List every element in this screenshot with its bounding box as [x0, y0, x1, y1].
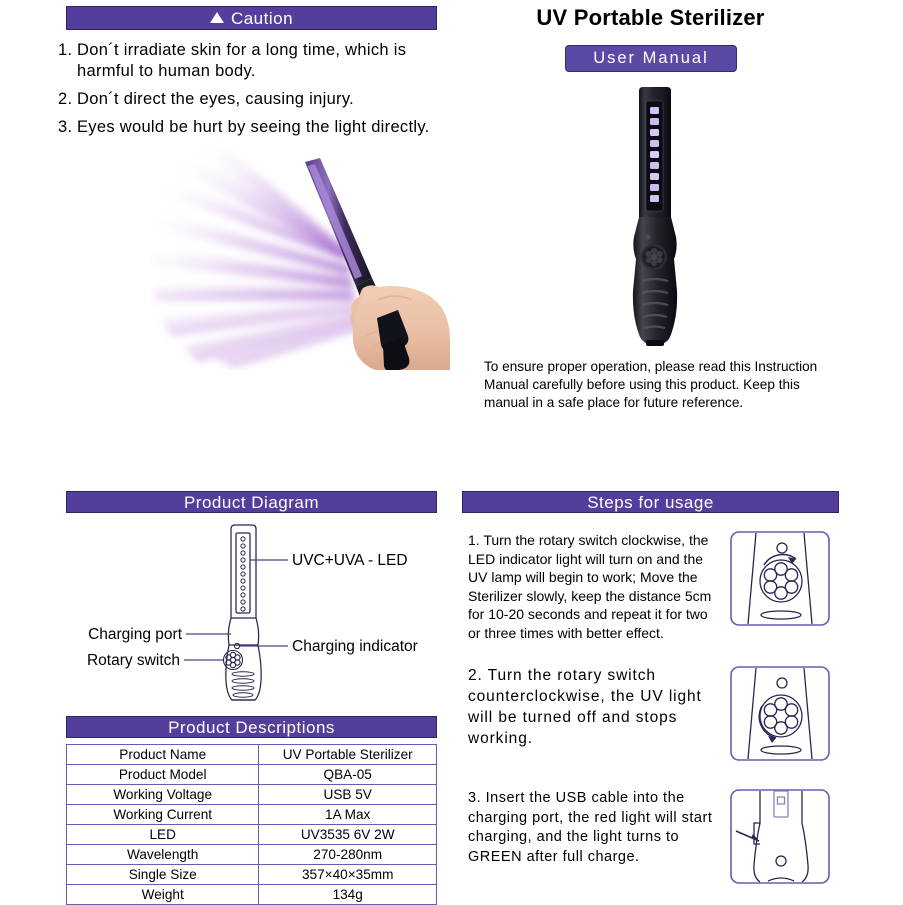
- led-dots: [241, 537, 245, 611]
- caution-list: [58, 40, 450, 145]
- triangle-warning-icon: [210, 12, 224, 23]
- product-descriptions-table: [66, 744, 437, 905]
- spec-key: Weight: [67, 885, 259, 905]
- spec-key: Working Voltage: [67, 785, 259, 805]
- spec-value: 1A Max: [259, 805, 437, 825]
- step-1-text: 1. Turn the rotary switch clockwise, the LED indicator light will turn on and the UV lamp will begin to work; Move the Sterilizer slowly, keep the distance 5cm for 10-20 seconds and repeat it for two or three times with better effect.: [468, 532, 712, 642]
- caution-section-header: [66, 6, 437, 30]
- user-manual-badge: User Manual: [565, 45, 737, 72]
- caution-item-number: 1.: [58, 41, 73, 59]
- table-row: [67, 885, 437, 905]
- list-item: [58, 89, 450, 110]
- caution-item-text: Eyes would be hurt by seeing the light directly.: [77, 118, 430, 137]
- steps-for-usage-label: Steps for usage: [587, 492, 714, 512]
- spec-key: Wavelength: [67, 845, 259, 865]
- usb-charging-illustration: [730, 789, 830, 884]
- caution-header-label: Caution: [230, 8, 294, 28]
- spec-key: LED: [67, 825, 259, 845]
- product-diagram-label: Product Diagram: [183, 492, 320, 512]
- spec-value: 270-280nm: [259, 845, 437, 865]
- spec-key: Product Name: [67, 745, 259, 765]
- table-row: [67, 785, 437, 805]
- uv-wand-in-hand-photo: [150, 140, 450, 370]
- steps-for-usage-header: [462, 491, 839, 513]
- spec-value: QBA-05: [259, 765, 437, 785]
- rotary-switch: [641, 244, 667, 270]
- spec-value: UV3535 6V 2W: [259, 825, 437, 845]
- caution-item-number: 2.: [58, 90, 73, 109]
- rotary-switch-clockwise-illustration: [730, 531, 830, 626]
- intro-note: To ensure proper operation, please read this Instruction Manual carefully before using this product. Keep this manual in a safe place for future reference.: [484, 359, 818, 410]
- spec-value: 134g: [259, 885, 437, 905]
- page-title: UV Portable Sterilizer: [536, 5, 765, 30]
- caution-item-number: 3.: [58, 118, 73, 137]
- step-3-text: 3. Insert the USB cable into the charging port, the red light will start charging, and the light turns to GREEN after full charge.: [468, 790, 713, 865]
- label-charging-indicator: Charging indicator: [292, 638, 418, 655]
- spec-key: Working Current: [67, 805, 259, 825]
- product-diagram-illustration: [66, 515, 438, 707]
- label-led: UVC+UVA - LED: [292, 552, 408, 569]
- product-diagram-header: [66, 491, 437, 513]
- step-2-text: 2. Turn the rotary switch counterclockwise, the UV light will be turned off and stops working.: [468, 667, 702, 747]
- led-strip: [650, 107, 659, 202]
- product-descriptions-header: [66, 716, 437, 738]
- grip-ribs-graphic: [232, 672, 254, 697]
- table-row: [67, 745, 437, 765]
- label-rotary-switch: Rotary switch: [86, 652, 180, 669]
- spec-key: Single Size: [67, 865, 259, 885]
- uv-light-rays: [150, 142, 362, 368]
- product-descriptions-label: Product Descriptions: [168, 717, 335, 737]
- caution-item-text: Don´t irradiate skin for a long time, which is harmful to human body.: [77, 41, 407, 81]
- list-item: [58, 40, 450, 82]
- table-row: [67, 845, 437, 865]
- spec-value: 357×40×35mm: [259, 865, 437, 885]
- table-row: [67, 765, 437, 785]
- table-row: [67, 865, 437, 885]
- spec-value: UV Portable Sterilizer: [259, 745, 437, 765]
- list-item: [58, 117, 450, 138]
- label-charging-port: Charging port: [88, 626, 182, 643]
- caution-item-text: Don´t direct the eyes, causing injury.: [77, 90, 355, 109]
- spec-key: Product Model: [67, 765, 259, 785]
- spec-value: USB 5V: [259, 785, 437, 805]
- table-row: [67, 805, 437, 825]
- product-photo: [600, 85, 710, 347]
- charging-indicator-dot: [234, 643, 239, 648]
- table-row: [67, 825, 437, 845]
- rotary-switch-counterclockwise-illustration: [730, 666, 830, 761]
